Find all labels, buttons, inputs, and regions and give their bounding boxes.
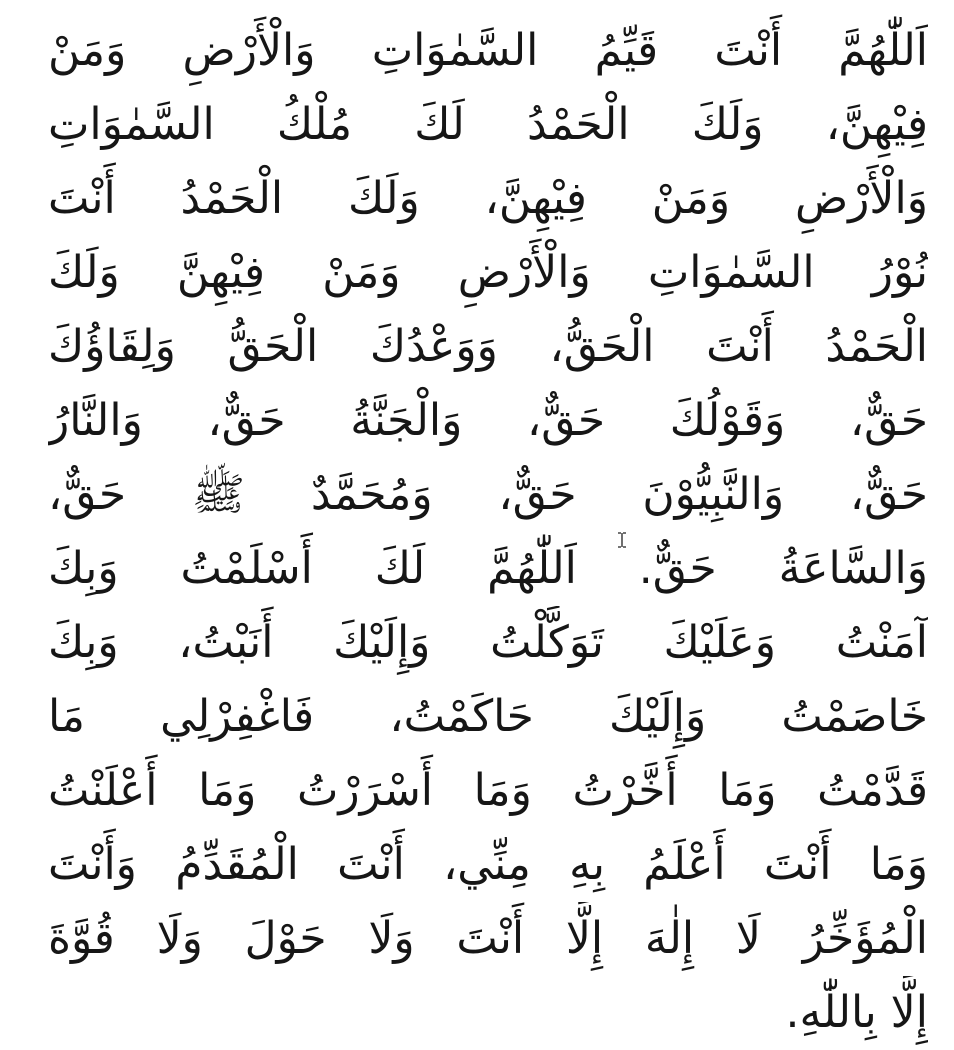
text-line-5: الْحَمْدُ أَنْتَ الْحَقُّ، وَوَعْدُكَ الْحَقُّ وَلِقَاؤُكَ xyxy=(48,321,928,372)
text-line-7: حَقٌّ، وَالنَّبِيُّوْنَ حَقٌّ، وَمُحَمَّدٌ ﷺ حَقٌّ، xyxy=(48,469,928,520)
text-line-1: اَللّٰهُمَّ أَنْتَ قَيِّمُ السَّمٰوَاتِ وَالْأَرْضِ وَمَنْ xyxy=(48,25,928,76)
text-line-3: وَالْأَرْضِ وَمَنْ فِيْهِنَّ، وَلَكَ الْحَمْدُ أَنْتَ xyxy=(48,173,928,224)
text-line-2: فِيْهِنَّ، وَلَكَ الْحَمْدُ لَكَ مُلْكُ السَّمٰوَاتِ xyxy=(48,99,928,150)
text-line-12: وَمَا أَنْتَ أَعْلَمُ بِهِ مِنِّي، أَنْتَ الْمُقَدِّمُ وَأَنْتَ xyxy=(48,839,928,890)
text-line-11: قَدَّمْتُ وَمَا أَخَّرْتُ وَمَا أَسْرَرْتُ وَمَا أَعْلَنْتُ xyxy=(48,765,928,816)
text-line-4: نُوْرُ السَّمٰوَاتِ وَالْأَرْضِ وَمَنْ فِيْهِنَّ وَلَكَ xyxy=(48,247,928,298)
text-line-6: حَقٌّ، وَقَوْلُكَ حَقٌّ، وَالْجَنَّةُ حَقٌّ، وَالنَّارُ xyxy=(48,395,928,446)
text-line-13: الْمُؤَخِّرُ لَا إِلٰهَ إِلَّا أَنْتَ وَلَا حَوْلَ وَلَا قُوَّةَ xyxy=(48,913,928,964)
text-line-14: إِلَّا بِاللّٰهِ. xyxy=(785,987,928,1038)
dua-text-block xyxy=(48,14,928,1050)
text-cursor-icon xyxy=(617,532,627,548)
text-line-8: وَالسَّاعَةُ حَقٌّ. اَللّٰهُمَّ لَكَ أَسْلَمْتُ وَبِكَ xyxy=(48,543,928,594)
text-line-10: خَاصَمْتُ وَإِلَيْكَ حَاكَمْتُ، فَاغْفِرْلِي مَا xyxy=(48,691,928,742)
text-line-9: آمَنْتُ وَعَلَيْكَ تَوَكَّلْتُ وَإِلَيْكَ أَنَبْتُ، وَبِكَ xyxy=(48,617,928,668)
